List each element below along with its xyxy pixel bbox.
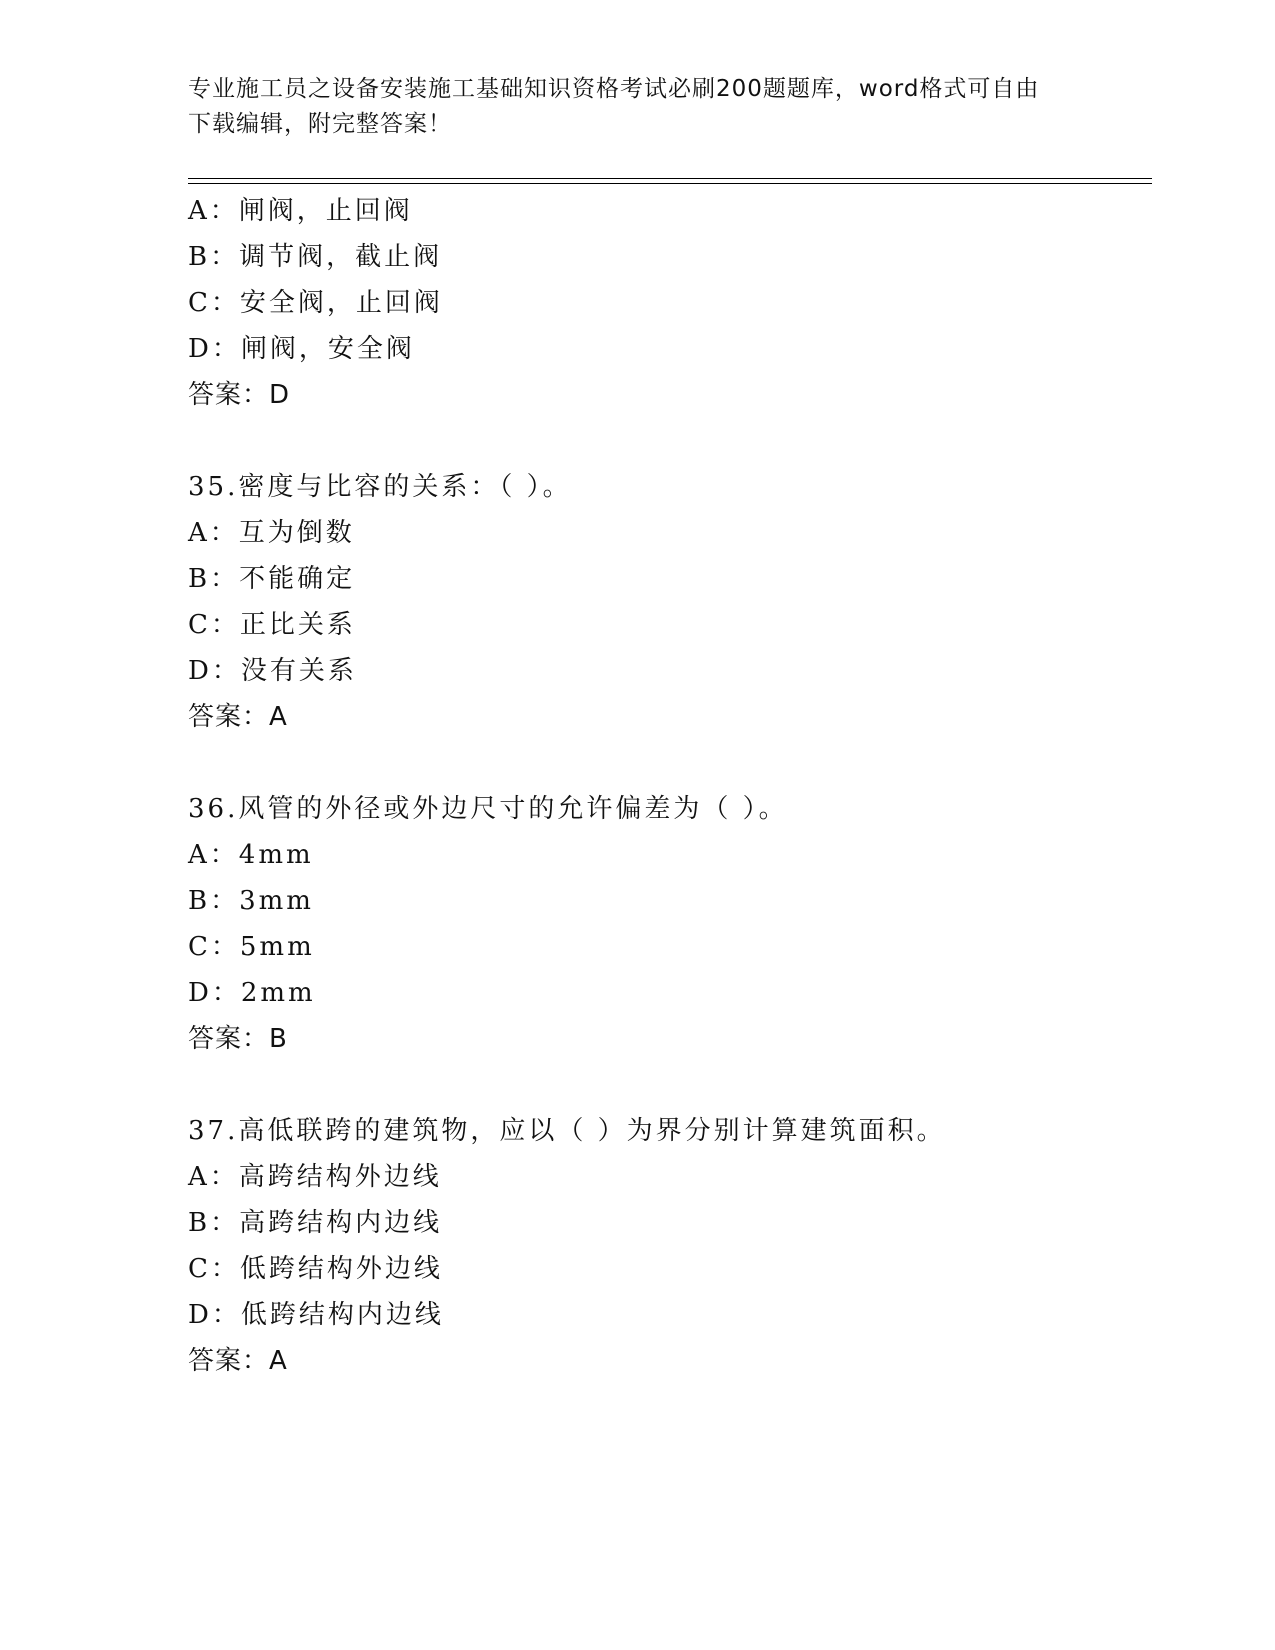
option-c: C：正比关系	[188, 610, 356, 640]
option-a: A：闸阀，止回阀	[188, 196, 413, 226]
header-line-2: 下载编辑，附完整答案！	[188, 111, 452, 137]
question-stem: 36.风管的外径或外边尺寸的允许偏差为（ ）。	[188, 794, 788, 824]
answer-line: 答案：A	[188, 1346, 288, 1376]
spacer	[188, 740, 1148, 786]
question-block-previous	[188, 188, 1148, 418]
option-a: A：互为倒数	[188, 518, 355, 548]
answer-line: 答案：B	[188, 1024, 288, 1054]
option-b: B：3mm	[188, 886, 314, 916]
option-d: D：没有关系	[188, 656, 357, 686]
option-c: C：安全阀，止回阀	[188, 288, 443, 318]
spacer	[188, 1062, 1148, 1108]
question-block-36	[188, 786, 1148, 1062]
option-a: A：高跨结构外边线	[188, 1162, 442, 1192]
option-d: D：闸阀，安全阀	[188, 334, 415, 364]
question-stem: 37.高低联跨的建筑物，应以（ ）为界分别计算建筑面积。	[188, 1116, 946, 1146]
header-divider-top	[188, 178, 1152, 179]
option-a: A：4mm	[188, 840, 314, 870]
header-divider-bottom	[188, 183, 1152, 184]
option-d: D：2mm	[188, 978, 316, 1008]
answer-line: 答案：A	[188, 702, 288, 732]
document-header	[188, 72, 1088, 142]
option-c: C：5mm	[188, 932, 315, 962]
question-stem: 35.密度与比容的关系：（ ）。	[188, 472, 572, 502]
option-d: D：低跨结构内边线	[188, 1300, 444, 1330]
question-block-35	[188, 464, 1148, 740]
header-line-1: 专业施工员之设备安装施工基础知识资格考试必刷200题题库，word格式可自由	[188, 76, 1040, 102]
option-b: B：高跨结构内边线	[188, 1208, 443, 1238]
option-b: B：调节阀，截止阀	[188, 242, 443, 272]
option-c: C：低跨结构外边线	[188, 1254, 443, 1284]
option-b: B：不能确定	[188, 564, 356, 594]
answer-line: 答案：D	[188, 380, 291, 410]
spacer	[188, 418, 1148, 464]
question-list	[188, 188, 1148, 1384]
question-block-37	[188, 1108, 1148, 1384]
